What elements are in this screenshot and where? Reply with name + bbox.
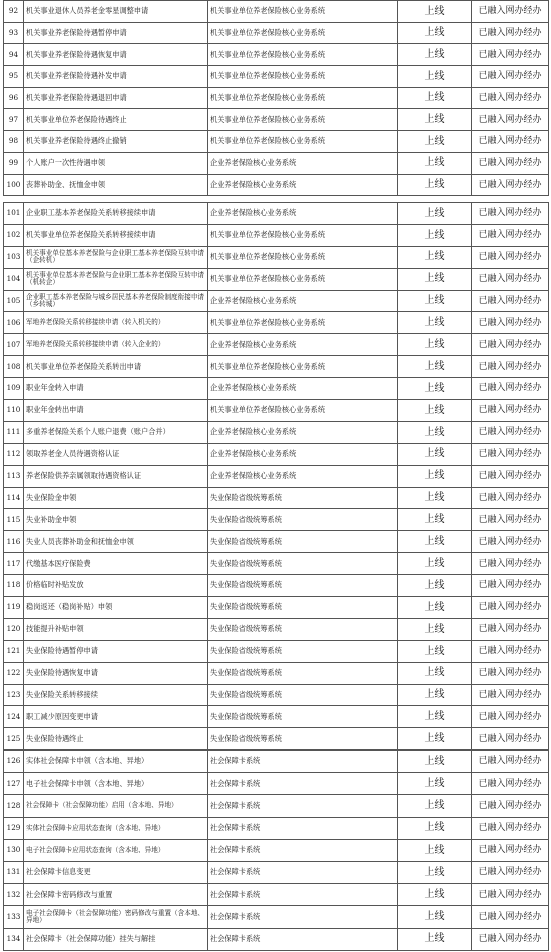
table-row <box>4 290 549 312</box>
item-number: 122 <box>4 662 24 684</box>
item-number: 129 <box>4 817 24 839</box>
service-table <box>3 750 549 951</box>
system-name: 企业养老保险核心业务系统 <box>208 443 398 465</box>
item-name: 机关事业退休人员养老金零星调整申请 <box>24 1 208 23</box>
system-name: 社会保障卡系统 <box>208 817 398 839</box>
table-row <box>4 706 549 728</box>
table-row <box>4 174 549 196</box>
table-row <box>4 662 549 684</box>
status-cell: 上线 <box>398 928 472 950</box>
status-cell: 上线 <box>398 861 472 883</box>
status-cell: 上线 <box>398 443 472 465</box>
system-name: 社会保障卡系统 <box>208 861 398 883</box>
item-name: 技能提升补贴申领 <box>24 618 208 640</box>
item-number: 102 <box>4 224 24 246</box>
handling-mode-cell: 已融入网办经办 <box>472 290 549 312</box>
table-row <box>4 334 549 356</box>
item-name: 多重养老保险关系个人账户退费（账户合并） <box>24 421 208 443</box>
item-number: 94 <box>4 44 24 66</box>
item-number: 104 <box>4 268 24 290</box>
status-cell: 上线 <box>398 421 472 443</box>
table-row <box>4 400 549 422</box>
system-name: 机关事业单位养老保险核心业务系统 <box>208 66 398 88</box>
status-cell: 上线 <box>398 174 472 196</box>
handling-mode-cell: 已融入网办经办 <box>472 839 549 861</box>
system-name: 机关事业单位养老保险核心业务系统 <box>208 131 398 153</box>
item-name: 失业保险金申领 <box>24 487 208 509</box>
status-cell: 上线 <box>398 334 472 356</box>
item-name: 实体社会保障卡申领（含本地、异地） <box>24 751 208 773</box>
handling-mode-cell: 已融入网办经办 <box>472 246 549 268</box>
table-row <box>4 87 549 109</box>
table-row <box>4 487 549 509</box>
table-row <box>4 378 549 400</box>
item-name: 机关事业单位养老保险待遇终止 <box>24 109 208 131</box>
handling-mode-cell: 已融入网办经办 <box>472 817 549 839</box>
item-number: 126 <box>4 751 24 773</box>
item-name: 电子社会保障卡（社会保障功能）密码修改与重置（含本地、异地） <box>24 906 208 928</box>
table-row <box>4 465 549 487</box>
item-number: 124 <box>4 706 24 728</box>
handling-mode-cell: 已融入网办经办 <box>472 109 549 131</box>
item-name: 养老保险供养亲属领取待遇资格认证 <box>24 465 208 487</box>
item-number: 99 <box>4 152 24 174</box>
handling-mode-cell: 已融入网办经办 <box>472 44 549 66</box>
handling-mode-cell: 已融入网办经办 <box>472 22 549 44</box>
system-name: 机关事业单位养老保险核心业务系统 <box>208 268 398 290</box>
system-name: 机关事业单位养老保险核心业务系统 <box>208 109 398 131</box>
system-name: 机关事业单位养老保险核心业务系统 <box>208 356 398 378</box>
table-row <box>4 131 549 153</box>
system-name: 企业养老保险核心业务系统 <box>208 378 398 400</box>
table-row <box>4 728 549 750</box>
handling-mode-cell: 已融入网办经办 <box>472 131 549 153</box>
table-row <box>4 861 549 883</box>
item-name: 实体社会保障卡应用状态查询（含本地、异地） <box>24 817 208 839</box>
item-number: 118 <box>4 575 24 597</box>
handling-mode-cell: 已融入网办经办 <box>472 443 549 465</box>
system-name: 机关事业单位养老保险核心业务系统 <box>208 400 398 422</box>
status-cell: 上线 <box>398 1 472 23</box>
item-number: 110 <box>4 400 24 422</box>
handling-mode-cell: 已融入网办经办 <box>472 400 549 422</box>
status-cell: 上线 <box>398 290 472 312</box>
item-name: 军地养老保险关系转移接续申请（转入机关的） <box>24 312 208 334</box>
item-name: 代缴基本医疗保险费 <box>24 553 208 575</box>
system-name: 失业保险省级统筹系统 <box>208 706 398 728</box>
handling-mode-cell: 已融入网办经办 <box>472 509 549 531</box>
item-name: 机关事业养老保险待遇暂停申请 <box>24 22 208 44</box>
status-cell: 上线 <box>398 66 472 88</box>
item-name: 企业职工基本养老保险关系转移接续申请 <box>24 203 208 225</box>
system-name: 失业保险省级统筹系统 <box>208 640 398 662</box>
table-row <box>4 443 549 465</box>
system-name: 企业养老保险核心业务系统 <box>208 465 398 487</box>
handling-mode-cell: 已融入网办经办 <box>472 928 549 950</box>
item-number: 127 <box>4 773 24 795</box>
table-row <box>4 553 549 575</box>
table-row <box>4 421 549 443</box>
status-cell: 上线 <box>398 246 472 268</box>
item-number: 112 <box>4 443 24 465</box>
item-number: 92 <box>4 1 24 23</box>
status-cell: 上线 <box>398 268 472 290</box>
system-name: 企业养老保险核心业务系统 <box>208 421 398 443</box>
handling-mode-cell: 已融入网办经办 <box>472 728 549 750</box>
item-number: 109 <box>4 378 24 400</box>
system-name: 社会保障卡系统 <box>208 884 398 906</box>
table-row <box>4 751 549 773</box>
table-row <box>4 22 549 44</box>
status-cell: 上线 <box>398 109 472 131</box>
item-number: 123 <box>4 684 24 706</box>
handling-mode-cell: 已融入网办经办 <box>472 487 549 509</box>
handling-mode-cell: 已融入网办经办 <box>472 356 549 378</box>
system-name: 社会保障卡系统 <box>208 906 398 928</box>
table-row <box>4 224 549 246</box>
system-name: 机关事业单位养老保险核心业务系统 <box>208 87 398 109</box>
item-number: 117 <box>4 553 24 575</box>
handling-mode-cell: 已融入网办经办 <box>472 268 549 290</box>
item-number: 93 <box>4 22 24 44</box>
handling-mode-cell: 已融入网办经办 <box>472 597 549 619</box>
system-name: 失业保险省级统筹系统 <box>208 575 398 597</box>
item-name: 失业保险关系转移接续 <box>24 684 208 706</box>
item-name: 企业职工基本养老保险与城乡居民基本养老保险制度衔接申请（乡转城） <box>24 290 208 312</box>
table-row <box>4 152 549 174</box>
handling-mode-cell: 已融入网办经办 <box>472 334 549 356</box>
handling-mode-cell: 已融入网办经办 <box>472 465 549 487</box>
table-row <box>4 268 549 290</box>
item-number: 128 <box>4 795 24 817</box>
item-name: 社会保障卡（社会保障功能）挂失与解挂 <box>24 928 208 950</box>
item-name: 价格临时补贴发放 <box>24 575 208 597</box>
service-table <box>3 202 549 750</box>
handling-mode-cell: 已融入网办经办 <box>472 640 549 662</box>
system-name: 机关事业单位养老保险核心业务系统 <box>208 44 398 66</box>
system-name: 失业保险省级统筹系统 <box>208 487 398 509</box>
table-row <box>4 44 549 66</box>
status-cell: 上线 <box>398 662 472 684</box>
item-number: 114 <box>4 487 24 509</box>
system-name: 社会保障卡系统 <box>208 839 398 861</box>
system-name: 社会保障卡系统 <box>208 928 398 950</box>
handling-mode-cell: 已融入网办经办 <box>472 706 549 728</box>
status-cell: 上线 <box>398 553 472 575</box>
item-name: 机关事业养老保险待遇退回申请 <box>24 87 208 109</box>
system-name: 企业养老保险核心业务系统 <box>208 334 398 356</box>
table-row <box>4 109 549 131</box>
status-cell: 上线 <box>398 640 472 662</box>
item-number: 107 <box>4 334 24 356</box>
status-cell: 上线 <box>398 22 472 44</box>
table-row <box>4 597 549 619</box>
item-number: 98 <box>4 131 24 153</box>
status-cell: 上线 <box>398 839 472 861</box>
table-row <box>4 928 549 950</box>
status-cell: 上线 <box>398 728 472 750</box>
item-number: 131 <box>4 861 24 883</box>
table-row <box>4 684 549 706</box>
item-number: 95 <box>4 66 24 88</box>
item-number: 105 <box>4 290 24 312</box>
system-name: 失业保险省级统筹系统 <box>208 509 398 531</box>
status-cell: 上线 <box>398 378 472 400</box>
handling-mode-cell: 已融入网办经办 <box>472 224 549 246</box>
item-number: 113 <box>4 465 24 487</box>
table-row <box>4 618 549 640</box>
handling-mode-cell: 已融入网办经办 <box>472 378 549 400</box>
item-name: 机关事业养老保险待遇补发申请 <box>24 66 208 88</box>
handling-mode-cell: 已融入网办经办 <box>472 553 549 575</box>
table-row <box>4 246 549 268</box>
system-name: 失业保险省级统筹系统 <box>208 531 398 553</box>
item-number: 116 <box>4 531 24 553</box>
status-cell: 上线 <box>398 400 472 422</box>
item-name: 社会保障卡信息变更 <box>24 861 208 883</box>
handling-mode-cell: 已融入网办经办 <box>472 66 549 88</box>
item-name: 电子社会保障卡申领（含本地、异地） <box>24 773 208 795</box>
status-cell: 上线 <box>398 751 472 773</box>
item-name: 失业人员丧葬补助金和抚恤金申领 <box>24 531 208 553</box>
handling-mode-cell: 已融入网办经办 <box>472 684 549 706</box>
table-row <box>4 575 549 597</box>
item-name: 社会保障卡密码修改与重置 <box>24 884 208 906</box>
status-cell: 上线 <box>398 87 472 109</box>
item-number: 108 <box>4 356 24 378</box>
system-name: 社会保障卡系统 <box>208 751 398 773</box>
item-name: 稳岗返还（稳岗补贴）申领 <box>24 597 208 619</box>
item-number: 134 <box>4 928 24 950</box>
handling-mode-cell: 已融入网办经办 <box>472 203 549 225</box>
item-number: 120 <box>4 618 24 640</box>
item-name: 机关事业单位养老保险关系转移接续申请 <box>24 224 208 246</box>
handling-mode-cell: 已融入网办经办 <box>472 87 549 109</box>
system-name: 失业保险省级统筹系统 <box>208 597 398 619</box>
item-name: 失业补助金申领 <box>24 509 208 531</box>
item-number: 103 <box>4 246 24 268</box>
system-name: 社会保障卡系统 <box>208 795 398 817</box>
item-name: 机关事业单位基本养老保险与企业职工基本养老保险互转申请（机转企） <box>24 268 208 290</box>
item-name: 失业保险待遇暂停申请 <box>24 640 208 662</box>
table-row <box>4 312 549 334</box>
handling-mode-cell: 已融入网办经办 <box>472 861 549 883</box>
item-name: 失业保险待遇终止 <box>24 728 208 750</box>
handling-mode-cell: 已融入网办经办 <box>472 575 549 597</box>
item-name: 个人账户一次性待遇申领 <box>24 152 208 174</box>
item-name: 社会保障卡（社会保障功能）启用（含本地、异地） <box>24 795 208 817</box>
status-cell: 上线 <box>398 684 472 706</box>
handling-mode-cell: 已融入网办经办 <box>472 906 549 928</box>
item-name: 机关事业单位养老保险关系转出申请 <box>24 356 208 378</box>
system-name: 企业养老保险核心业务系统 <box>208 152 398 174</box>
status-cell: 上线 <box>398 356 472 378</box>
system-name: 机关事业单位养老保险核心业务系统 <box>208 22 398 44</box>
handling-mode-cell: 已融入网办经办 <box>472 773 549 795</box>
handling-mode-cell: 已融入网办经办 <box>472 1 549 23</box>
table-row <box>4 773 549 795</box>
system-name: 企业养老保险核心业务系统 <box>208 290 398 312</box>
status-cell: 上线 <box>398 131 472 153</box>
item-number: 133 <box>4 906 24 928</box>
table-row <box>4 531 549 553</box>
table-row <box>4 839 549 861</box>
item-name: 职工减少原因变更申请 <box>24 706 208 728</box>
handling-mode-cell: 已融入网办经办 <box>472 884 549 906</box>
item-name: 机关事业养老保险待遇恢复申请 <box>24 44 208 66</box>
status-cell: 上线 <box>398 575 472 597</box>
table-row <box>4 817 549 839</box>
handling-mode-cell: 已融入网办经办 <box>472 751 549 773</box>
handling-mode-cell: 已融入网办经办 <box>472 174 549 196</box>
item-number: 100 <box>4 174 24 196</box>
status-cell: 上线 <box>398 203 472 225</box>
system-name: 机关事业单位养老保险核心业务系统 <box>208 1 398 23</box>
handling-mode-cell: 已融入网办经办 <box>472 795 549 817</box>
handling-mode-cell: 已融入网办经办 <box>472 421 549 443</box>
item-number: 97 <box>4 109 24 131</box>
handling-mode-cell: 已融入网办经办 <box>472 531 549 553</box>
item-number: 121 <box>4 640 24 662</box>
item-number: 115 <box>4 509 24 531</box>
status-cell: 上线 <box>398 706 472 728</box>
item-name: 失业保险待遇恢复申请 <box>24 662 208 684</box>
status-cell: 上线 <box>398 795 472 817</box>
status-cell: 上线 <box>398 509 472 531</box>
service-table <box>3 0 549 196</box>
status-cell: 上线 <box>398 531 472 553</box>
status-cell: 上线 <box>398 224 472 246</box>
item-number: 132 <box>4 884 24 906</box>
item-number: 96 <box>4 87 24 109</box>
item-name: 电子社会保障卡应用状态查询（含本地、异地） <box>24 839 208 861</box>
table-row <box>4 66 549 88</box>
status-cell: 上线 <box>398 884 472 906</box>
system-name: 失业保险省级统筹系统 <box>208 553 398 575</box>
item-name: 领取养老金人员待遇资格认证 <box>24 443 208 465</box>
table-row <box>4 509 549 531</box>
status-cell: 上线 <box>398 152 472 174</box>
item-name: 丧葬补助金、抚恤金申领 <box>24 174 208 196</box>
system-name: 企业养老保险核心业务系统 <box>208 203 398 225</box>
item-number: 125 <box>4 728 24 750</box>
item-name: 军地养老保险关系转移接续申请（转入企业的） <box>24 334 208 356</box>
system-name: 机关事业单位养老保险核心业务系统 <box>208 224 398 246</box>
handling-mode-cell: 已融入网办经办 <box>472 312 549 334</box>
system-name: 企业养老保险核心业务系统 <box>208 174 398 196</box>
table-row <box>4 1 549 23</box>
handling-mode-cell: 已融入网办经办 <box>472 152 549 174</box>
status-cell: 上线 <box>398 465 472 487</box>
system-name: 机关事业单位养老保险核心业务系统 <box>208 246 398 268</box>
item-number: 119 <box>4 597 24 619</box>
status-cell: 上线 <box>398 773 472 795</box>
status-cell: 上线 <box>398 44 472 66</box>
system-name: 机关事业单位养老保险核心业务系统 <box>208 312 398 334</box>
table-row <box>4 203 549 225</box>
handling-mode-cell: 已融入网办经办 <box>472 618 549 640</box>
table-row <box>4 884 549 906</box>
item-number: 101 <box>4 203 24 225</box>
table-row <box>4 795 549 817</box>
table-row <box>4 906 549 928</box>
handling-mode-cell: 已融入网办经办 <box>472 662 549 684</box>
item-name: 职业年金转入申请 <box>24 378 208 400</box>
item-number: 130 <box>4 839 24 861</box>
status-cell: 上线 <box>398 487 472 509</box>
system-name: 社会保障卡系统 <box>208 773 398 795</box>
status-cell: 上线 <box>398 597 472 619</box>
system-name: 失业保险省级统筹系统 <box>208 728 398 750</box>
item-number: 106 <box>4 312 24 334</box>
item-name: 机关事业养老保险待遇终止撤销 <box>24 131 208 153</box>
status-cell: 上线 <box>398 618 472 640</box>
item-number: 111 <box>4 421 24 443</box>
item-name: 机关事业单位基本养老保险与企业职工基本养老保险互转申请（企转机） <box>24 246 208 268</box>
table-row <box>4 356 549 378</box>
table-row <box>4 640 549 662</box>
item-name: 职业年金转出申请 <box>24 400 208 422</box>
system-name: 失业保险省级统筹系统 <box>208 662 398 684</box>
status-cell: 上线 <box>398 817 472 839</box>
status-cell: 上线 <box>398 312 472 334</box>
system-name: 失业保险省级统筹系统 <box>208 684 398 706</box>
system-name: 失业保险省级统筹系统 <box>208 618 398 640</box>
status-cell: 上线 <box>398 906 472 928</box>
